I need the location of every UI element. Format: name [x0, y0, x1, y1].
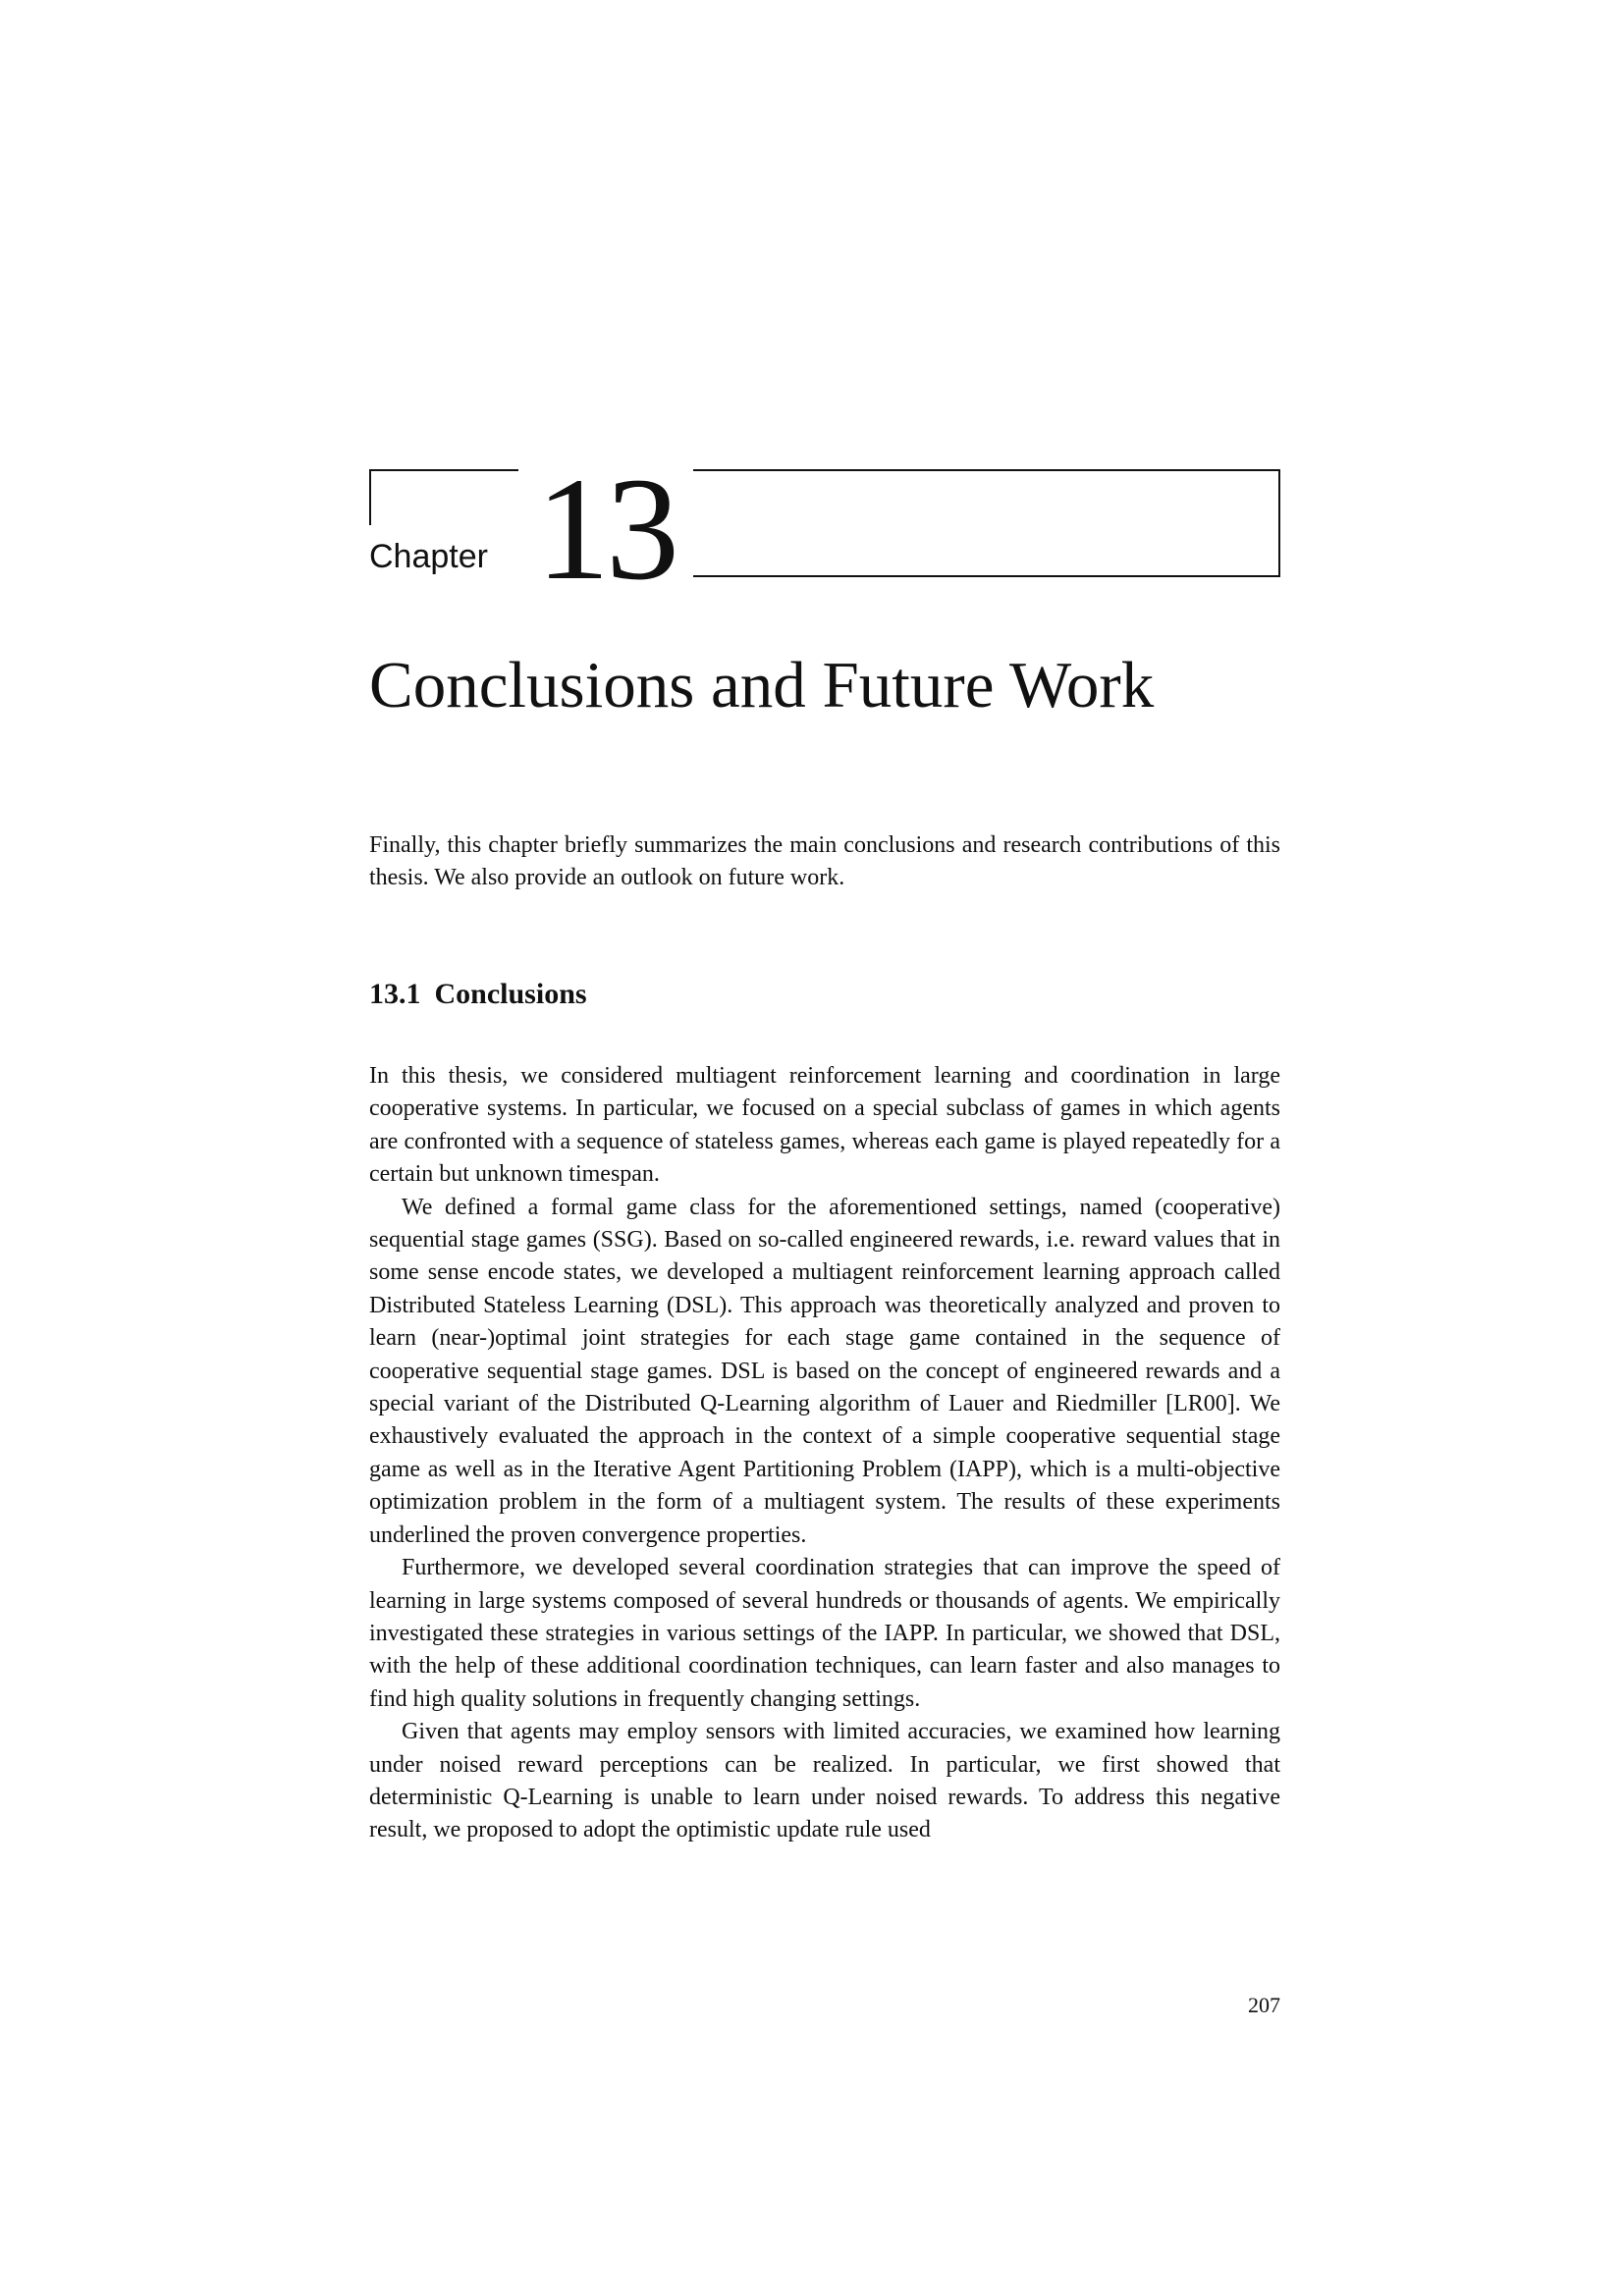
section-body	[369, 1060, 1280, 1847]
chapter-intro	[369, 829, 1280, 895]
section-number: 13.1	[369, 978, 421, 1010]
chapter-heading	[369, 448, 1280, 611]
chapter-frame-right-bottom	[693, 575, 1280, 577]
chapter-title: Conclusions and Future Work	[369, 649, 1155, 721]
page-number: 207	[1248, 1993, 1280, 2017]
chapter-frame-right-top	[693, 469, 1280, 471]
section-heading	[369, 978, 587, 1011]
body-paragraph: In this thesis, we considered multiagent reinforcement learning and coordination in large cooperative systems. In particular, we focused on a special subclass of games in which agents are confronted with a sequence of stateless games, whereas each game is played repeatedly for a certain but unknown timespan.	[369, 1063, 1280, 1188]
body-paragraph: Given that agents may employ sensors with limited accuracies, we examined how learning under noised reward perceptions can be realized. In particular, we first showed that deterministic Q-Learning is unable to learn under noised rewards. To address this negative result, we proposed to adopt the optimistic update rule used	[369, 1719, 1280, 1843]
intro-paragraph: Finally, this chapter briefly summarizes the main conclusions and research contributions of this thesis. We also provide an outlook on future work.	[369, 832, 1280, 891]
chapter-frame-left-horizontal	[369, 469, 518, 471]
chapter-number: 13	[536, 448, 676, 611]
chapter-label: Chapter	[369, 538, 488, 575]
section-title: Conclusions	[434, 978, 587, 1010]
chapter-frame-left-vertical	[369, 469, 371, 525]
body-paragraph: We defined a formal game class for the aforementioned settings, named (cooperative) sequential stage games (SSG). Based on so-called engineered rewards, i.e. reward values that in some sense encode states, we developed a multiagent reinforcement learning approach called Distributed Stateless Learning (DSL). This approach was theoretically analyzed and proven to learn (near-)optimal joint strategies for each stage game contained in the sequence of cooperative sequential stage games. DSL is based on the concept of engineered rewards and a special variant of the Distributed Q-Learning algorithm of Lauer and Riedmiller [LR00]. We exhaustively evaluated the approach in the context of a simple cooperative sequential stage game as well as in the Iterative Agent Partitioning Problem (IAPP), which is a multi-objective optimization problem in the form of a multiagent system. The results of these experiments underlined the proven convergence properties.	[369, 1194, 1280, 1548]
body-paragraph: Furthermore, we developed several coordination strategies that can improve the speed of learning in large systems composed of several hundreds or thousands of agents. We empirically investigated these strategies in various settings of the IAPP. In particular, we showed that DSL, with the help of these additional coordination techniques, can learn faster and also manages to find high quality solutions in frequently changing settings.	[369, 1555, 1280, 1712]
chapter-frame-right-vertical	[1278, 469, 1280, 577]
